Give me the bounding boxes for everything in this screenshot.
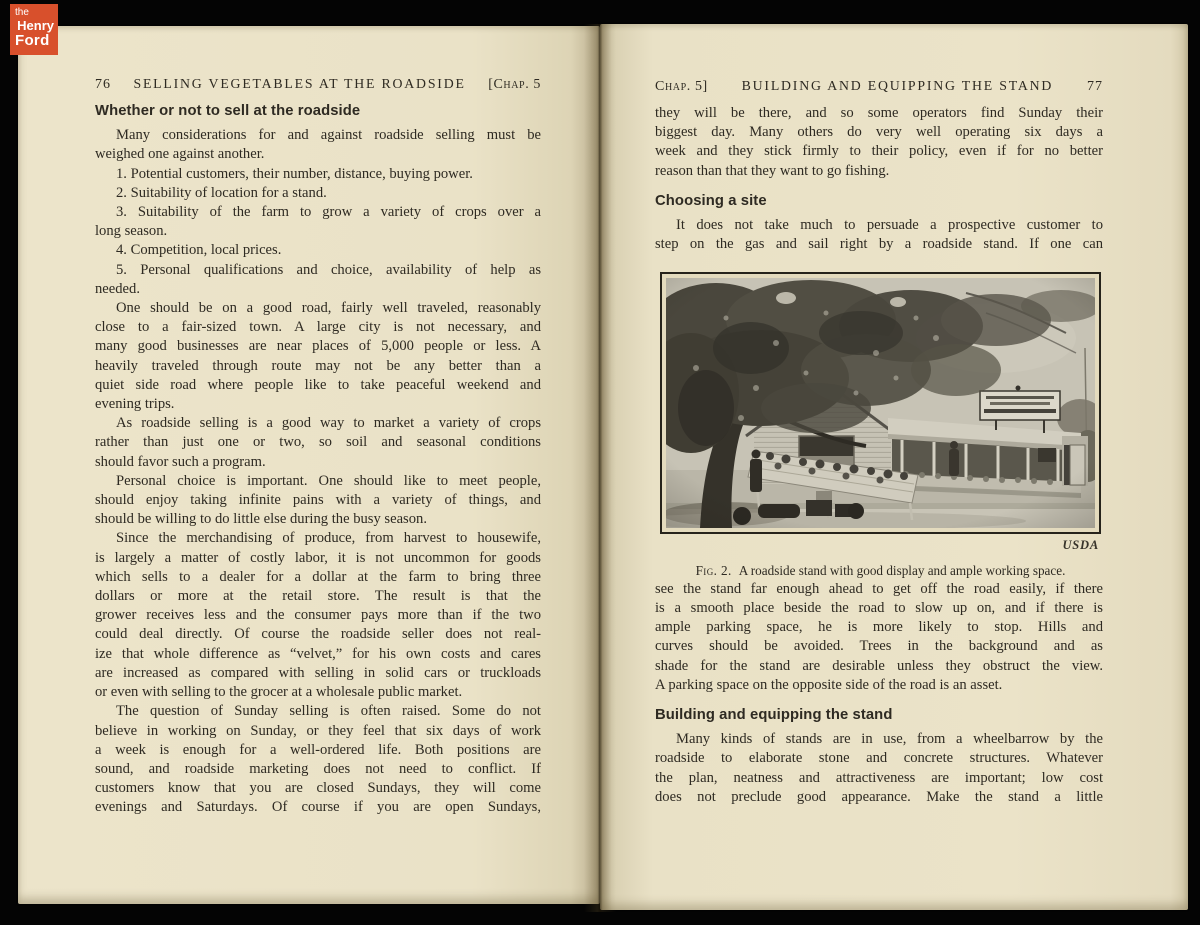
text-line: 5. Personal qualifications and choice, availability of help as [116, 261, 541, 278]
text-line: As roadside selling is a good way to market a variety of crops [116, 415, 541, 432]
paragraph [655, 730, 1103, 807]
paragraph [95, 529, 541, 702]
text-line: It does not take much to persuade a prospective customer to [676, 217, 1103, 234]
text-line: a week is enough for a well-ordered life. Both positions are [95, 741, 541, 758]
text-line: which sells to a dealer for a dollar at the farm to bring three [95, 568, 541, 585]
text-line: should enjoy taking infinite pains with a variety of things, and [95, 492, 541, 509]
chapter-ref: Chap. 5] [655, 79, 708, 94]
text-line: grower receives less and the consumer pays more than if the two [95, 607, 541, 624]
running-head-right [655, 78, 1103, 95]
text-line: are increased as compared with selling in solid cars or truckloads [95, 664, 541, 681]
text-line: A parking space on the opposite side of the road is an asset. [655, 676, 1003, 693]
paragraph [655, 216, 1103, 254]
text-line: heavily traveled through route may not be any better than a [95, 357, 541, 374]
text-line: quiet side road where people like to take peaceful weekend and [95, 376, 541, 393]
text-line: close to a fair-sized town. A large city is not necessary, and [95, 319, 541, 336]
text-above-figure [655, 104, 1103, 254]
logo-text-ford: Ford [15, 32, 50, 49]
paragraph [95, 126, 541, 164]
text-line: curves should be avoided. Trees in the background and as [655, 638, 1103, 655]
chapter-ref: [Chap. 5 [488, 77, 541, 92]
page-number: 76 [95, 77, 111, 92]
text-line: rather than just one or two, so soil and seasonal conditions [95, 434, 541, 451]
text-line: should be willing to do little else during the busy season. [95, 511, 427, 528]
text-line: roadside to elaborate stone and concrete structures. Whatever [655, 750, 1103, 767]
photo-scene [666, 278, 1095, 528]
paragraph [95, 165, 541, 184]
text-line: ample parking space, he is more likely to stop. Hills and [655, 619, 1103, 636]
running-title: BUILDING AND EQUIPPING THE STAND [741, 78, 1054, 93]
paragraph [95, 261, 541, 299]
paragraph [95, 184, 541, 203]
text-line: dollars or more at the retail store. The result is that the [95, 588, 541, 605]
running-title: SELLING VEGETABLES AT THE ROADSIDE [133, 76, 466, 91]
text-line: biggest day. Many others do very well operating six days a [655, 124, 1103, 141]
text-line: The question of Sunday selling is often raised. Some do not [116, 703, 541, 720]
section-heading: Whether or not to sell at the roadside [95, 103, 361, 119]
figure-credit: USDA [1062, 538, 1099, 553]
text-line: believe in working on Sunday, or they feel that six days of work [95, 722, 541, 739]
text-line: should favor such a program. [95, 453, 266, 470]
text-line: they will be there, and so some operators find Sunday their [655, 105, 1103, 121]
logo-text-henry: Henry [17, 18, 54, 33]
text-line: evenings and Saturdays. Of course if you are open Sundays, [95, 799, 541, 816]
roadside-stand-photo-illustration [666, 278, 1095, 528]
text-line: sound, and roadside marketing does not need to conflict. If [95, 760, 541, 777]
text-line: One should be on a good road, fairly well traveled, reasonably [116, 300, 541, 317]
figure-caption-label: Fig. 2. [695, 562, 732, 578]
section-heading: Choosing a site [655, 192, 767, 209]
paragraph [655, 580, 1103, 695]
text-line: 4. Competition, local prices. [116, 242, 282, 259]
paragraph [95, 414, 541, 472]
text-line: reason than that they want to go fishing. [655, 162, 890, 179]
text-line: 1. Potential customers, their number, distance, buying power. [116, 165, 473, 182]
left-text-column [95, 102, 541, 818]
figure-2-block [660, 272, 1101, 579]
text-line: Many considerations for and against roadside selling must be [116, 127, 541, 144]
text-line: step on the gas and sail right by a roadside stand. If one can [655, 236, 1103, 253]
paragraph [95, 299, 541, 414]
henry-ford-logo [10, 4, 58, 55]
paragraph [95, 472, 541, 530]
text-line: Personal choice is important. One should like to meet people, [116, 472, 541, 489]
section-heading: Building and equipping the stand [655, 707, 893, 724]
paragraph [95, 241, 541, 260]
text-line: or even with selling to the grocer at a wholesale public market. [95, 684, 463, 701]
paragraph [655, 104, 1103, 181]
running-head-left [95, 76, 541, 93]
text-line: the plan, neatness and attractiveness are important; low cost [655, 769, 1103, 786]
text-line: customers know that you are closed Sundays, they will come [95, 780, 541, 797]
text-line: needed. [95, 280, 140, 297]
right-text-column [655, 104, 1103, 807]
figure-caption-text: A roadside stand with good display and ample working space. [738, 562, 1066, 578]
logo-text-the: the [15, 7, 29, 18]
page-number: 77 [1087, 79, 1103, 94]
paragraph [95, 203, 541, 241]
text-line: is a smooth place beside the road to slow up on, and if there is [655, 600, 1103, 617]
text-line: 3. Suitability of the farm to grow a variety of crops over a [116, 204, 541, 221]
text-line: does not preclude good appearance. Make the stand a little [655, 788, 1103, 805]
text-line: weighed one against another. [95, 146, 265, 163]
text-line: shade for the stand are desirable unless they obstruct the view. [655, 657, 1103, 674]
text-line: many good businesses are near places of 5,000 people or less. A [95, 338, 541, 355]
text-line: week and they stick firmly to their policy, even if for no better [655, 143, 1103, 160]
text-line: evening trips. [95, 396, 175, 413]
text-line: 2. Suitability of location for a stand. [116, 184, 327, 201]
page-right [600, 24, 1188, 910]
text-line: ize that whole difference as “velvet,” for his own costs and cares [95, 645, 541, 662]
text-line: is largely a matter of costly labor, it is not uncommon for goods [95, 549, 541, 566]
figure-frame [660, 272, 1101, 534]
text-line: long season. [95, 223, 168, 240]
text-line: Since the merchandising of produce, from harvest to housewife, [116, 530, 541, 547]
text-below-figure [655, 580, 1103, 807]
page-left [18, 26, 600, 904]
text-line: Many kinds of stands are in use, from a wheelbarrow by the [676, 731, 1103, 748]
text-line: see the stand far enough ahead to get off the road easily, if there [655, 580, 1103, 597]
paragraph [95, 702, 541, 817]
text-line: could deal directly. Of course the roadside seller does not real- [95, 626, 541, 643]
figure-caption [660, 561, 1101, 580]
